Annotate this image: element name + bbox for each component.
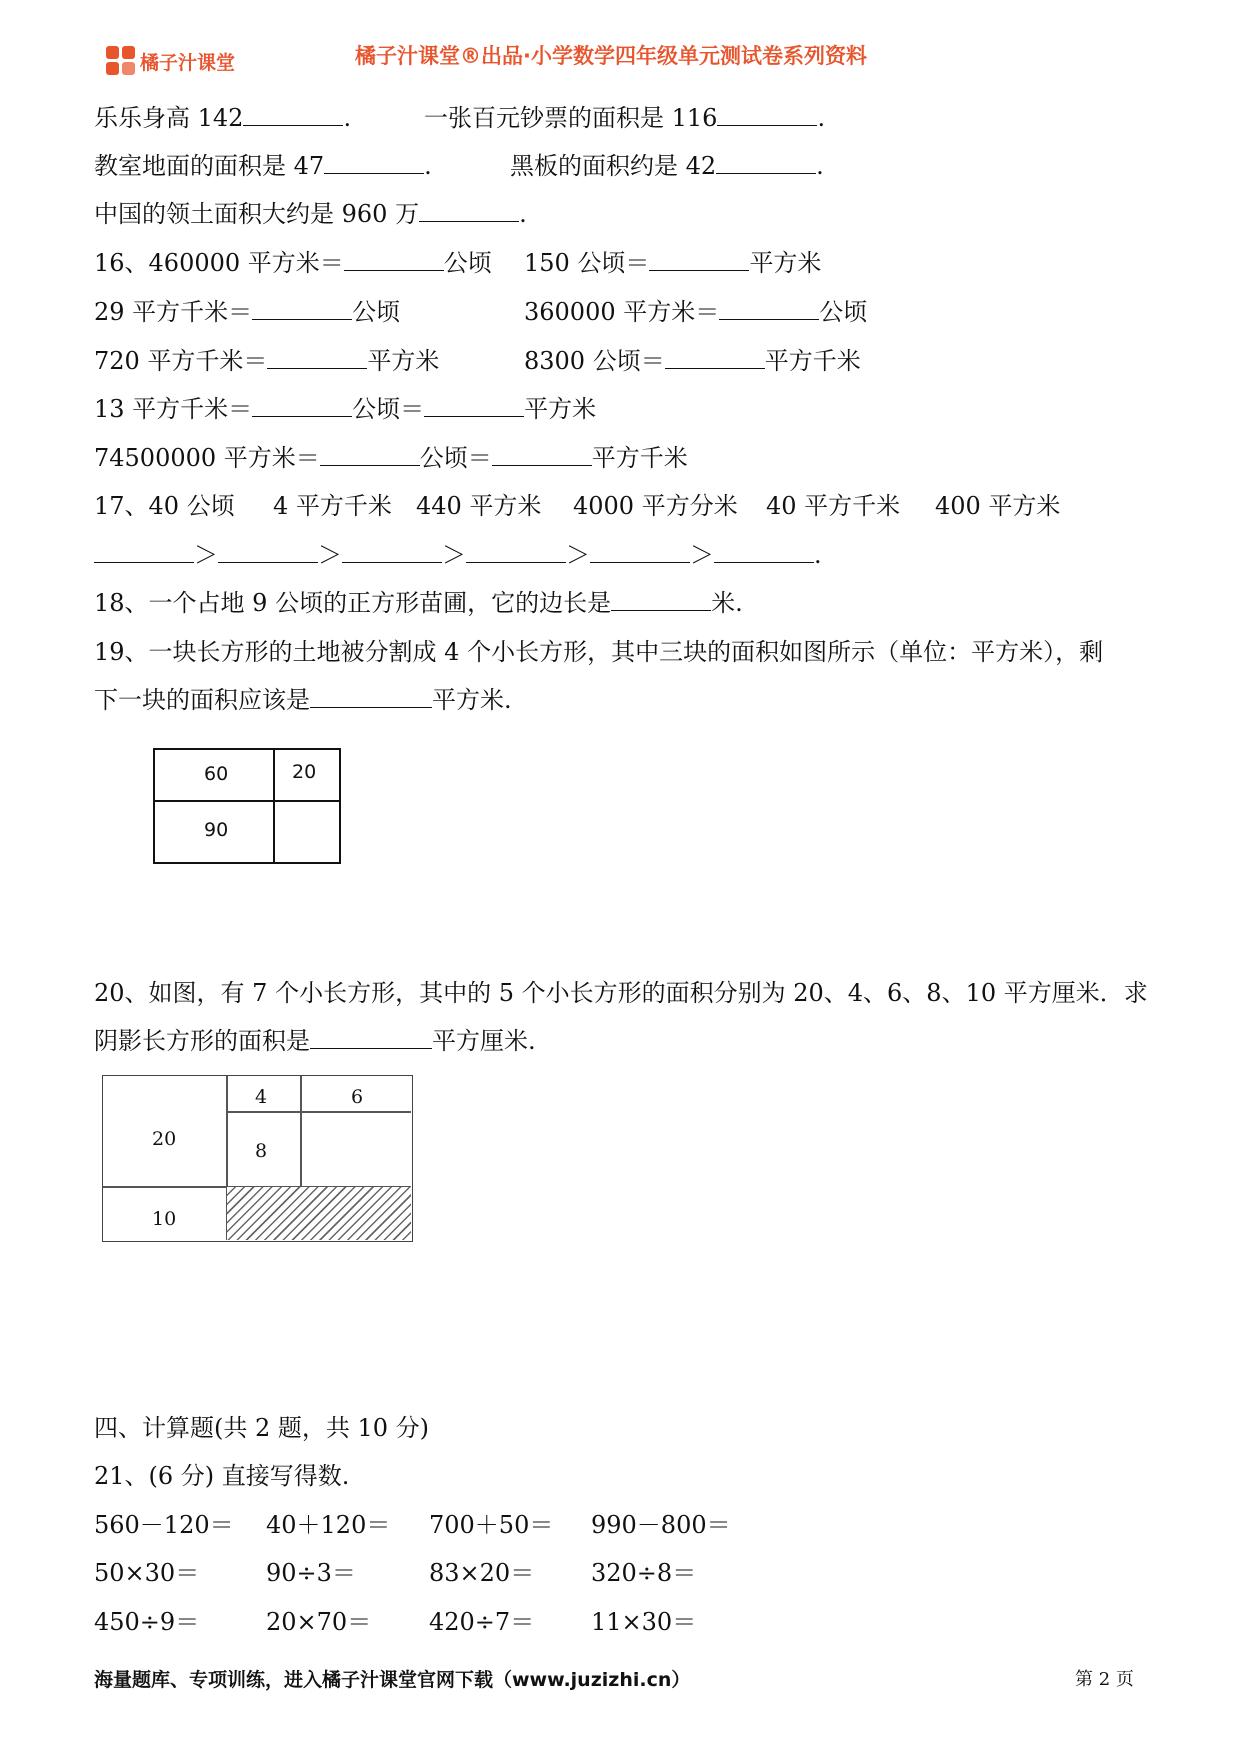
answer-blank[interactable] [466,540,566,563]
grid-cell-value: 20 [152,1128,177,1150]
calc-item: 450÷9＝ [94,1608,200,1636]
answer-blank[interactable] [94,540,194,563]
grid-cell-value: 6 [351,1086,364,1108]
calc-item: 990－800＝ [591,1511,731,1539]
q16-a: 16、460000 平方米＝ 公顷 [94,249,492,277]
calc-item: 90÷3＝ [266,1559,356,1587]
q19-line-1: 19、一块长方形的土地被分割成 4 个小长方形，其中三块的面积如图所示（单位：平方米），剩 [94,638,1104,666]
answer-blank[interactable] [716,151,816,174]
answer-blank[interactable] [252,297,352,320]
q17-ordering: ＞ ＞ ＞ ＞ ＞ . [94,539,822,571]
answer-blank[interactable] [218,540,318,563]
calc-item: 50×30＝ [94,1559,200,1587]
answer-blank[interactable] [424,394,524,417]
calc-item: 320÷8＝ [591,1559,697,1587]
answer-blank[interactable] [243,103,343,126]
q16-e: 720 平方千米＝ 平方米 [94,347,440,375]
calc-item: 83×20＝ [429,1559,535,1587]
answer-blank[interactable] [342,540,442,563]
q21-title: 21、(6 分) 直接写得数. [94,1462,350,1490]
q16-f: 8300 公顷＝ 平方千米 [524,347,861,375]
grid-cell-value: 4 [255,1086,268,1108]
q17-item-5: 400 平方米 [935,492,1061,520]
answer-blank[interactable] [714,540,814,563]
answer-blank[interactable] [665,346,765,369]
q17-item-0: 17、40 公顷 [94,492,235,520]
header-title: 橘子汁课堂®出品·小学数学四年级单元测试卷系列资料 [355,44,867,68]
q16-g: 13 平方千米＝ 公顷＝ 平方米 [94,395,597,423]
q17-item-1: 4 平方千米 [273,492,392,520]
q16-d: 360000 平方米＝ 公顷 [524,298,868,326]
question-banknote: 一张百元钞票的面积是 116 . [424,104,826,132]
footer-promo: 海量题库、专项训练，进入橘子汁课堂官网下载（www.juzizhi.cn） [94,1669,691,1691]
grid-cell-value: 10 [152,1208,177,1230]
answer-blank[interactable] [717,103,817,126]
q20-line-2: 阴影长方形的面积是 平方厘米. [94,1027,536,1055]
brand-logo [106,44,235,78]
answer-blank[interactable] [611,588,711,611]
section-4-title: 四、计算题(共 2 题，共 10 分) [94,1414,430,1442]
calc-item: 560－120＝ [94,1511,234,1539]
q18: 18、一个占地 9 公顷的正方形苗圃，它的边长是 米. [94,589,743,617]
q16-c: 29 平方千米＝ 公顷 [94,298,401,326]
answer-blank[interactable] [267,346,367,369]
calc-item: 40＋120＝ [266,1511,391,1539]
q17-item-2: 440 平方米 [416,492,542,520]
grid-cell-value: 90 [204,819,229,841]
answer-blank[interactable] [252,394,352,417]
calc-item: 11×30＝ [591,1608,697,1636]
answer-blank[interactable] [320,443,420,466]
q20-line-1: 20、如图，有 7 个小长方形，其中的 5 个小长方形的面积分别为 20、4、6、8、10 平方厘米．求 [94,979,1148,1007]
question-blackboard: 黑板的面积约是 42 . [510,152,824,180]
question-height: 乐乐身高 142 . [94,104,352,132]
answer-blank[interactable] [649,248,749,271]
question-classroom: 教室地面的面积是 47 . [94,152,432,180]
answer-blank[interactable] [310,685,432,708]
answer-blank[interactable] [719,297,819,320]
answer-blank[interactable] [492,443,592,466]
answer-blank[interactable] [310,1026,432,1049]
question-china-area: 中国的领土面积大约是 960 万 . [94,200,527,228]
q17-item-4: 40 平方千米 [766,492,901,520]
logo-text: 橘子汁课堂 [140,51,236,74]
calc-item: 420÷7＝ [429,1608,535,1636]
q16-h: 74500000 平方米＝ 公顷＝ 平方千米 [94,444,688,472]
q19-line-2: 下一块的面积应该是 平方米. [94,686,512,714]
calc-item: 20×70＝ [266,1608,372,1636]
grid-cell-value: 8 [255,1140,268,1162]
grid-cell-value: 60 [204,763,229,785]
q16-b: 150 公顷＝ 平方米 [524,249,822,277]
shaded-rectangle [227,1187,411,1240]
answer-blank[interactable] [419,199,519,222]
page-number: 第 2 页 [1075,1669,1134,1690]
grid-cell-value: 20 [292,761,317,783]
answer-blank[interactable] [590,540,690,563]
q19-figure [153,748,341,864]
logo-icon [106,46,136,76]
calc-item: 700＋50＝ [429,1511,554,1539]
answer-blank[interactable] [324,151,424,174]
q20-figure [102,1075,413,1242]
q17-item-3: 4000 平方分米 [573,492,738,520]
answer-blank[interactable] [344,248,444,271]
